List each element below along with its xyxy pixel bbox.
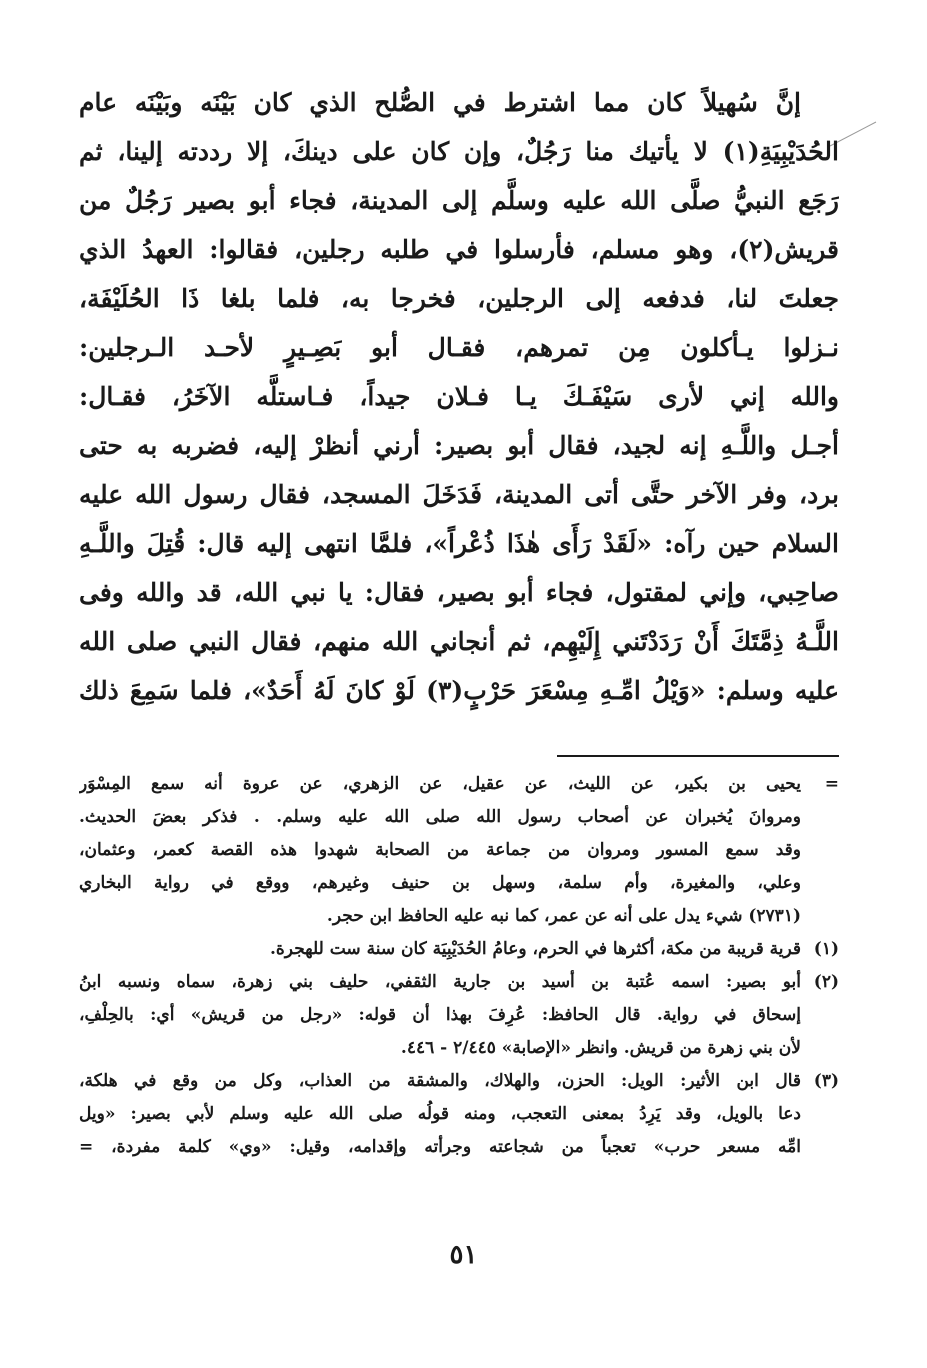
main-text-line: السلام حين رآه: «لَقَدْ رَأَى هٰذَا ذُعْراً»، فلمَّا انتهى إليه قال: قُتِلَ واللَّـهِ — [79, 529, 839, 558]
footnote-line: قال ابن الأثير: الويل: الحزن، والهلاك، والمشقة من العذاب، وكل من وقع في هلكة، — [79, 1071, 801, 1091]
page-number: ٥١ — [449, 1240, 478, 1270]
footnote-marker: (٢) — [813, 972, 839, 992]
footnote-3 — [79, 1065, 839, 1164]
footnote-2 — [79, 966, 839, 1065]
footnote-line: يحيى بن بكير، عن الليث، عن عقيل، عن الزهري، عن عروة أنه سمع المِسْوَر — [79, 774, 801, 794]
main-text-line: أجـل واللَّـهِ إنه لجيد، فقال أبو بصير: أرني أنظرْ إليه، فضربه به حتى — [79, 431, 839, 460]
footnote-line: أبو بصير: اسمه عُتبة بن أسيد بن جارية الثقفي، حليف بني زهرة، سماه ونسبه ابنُ — [79, 972, 801, 992]
main-text-line: رَجَع النبيُّ صلَّى الله عليه وسلَّم إلى المدينة، فجاء أبو بصير رَجُلٌ من — [79, 186, 839, 215]
main-text-line: عليه وسلم: «وَيْلُ امِّـهِ مِسْعَرَ حَرْبٍ(٣) لَوْ كانَ لَهُ أَحَدٌ»، فلما سَمِعَ ذلك — [79, 676, 839, 705]
footnote-line: قرية قريبة من مكة، أكثرها في الحرم، وعامُ الحُدَيْبِيَة كان سنة ست للهجرة. — [269, 939, 801, 959]
footnote-marker: = — [824, 774, 839, 794]
footnote-line: امِّه مسعر حرب» تعجباً من شجاعته وجرأته وإقدامه، وقيل: «وي» كلمة مفردة، = — [79, 1137, 801, 1157]
footnote-1 — [79, 933, 839, 966]
main-text-body — [79, 78, 839, 715]
main-text-line: قريش(٢)، وهو مسلم، فأرسلوا في طلبه رجلين، فقالوا: العهدُ الذي — [79, 235, 839, 264]
footnotes-section — [79, 768, 839, 1164]
footnote-line: لأن بني زهرة من قريش. وانظر «الإصابة» ٢/٤٤٥ - ٤٤٦. — [400, 1038, 801, 1058]
footnote-marker: (١) — [813, 939, 839, 959]
footnote-continuation — [79, 768, 839, 933]
footnote-line: إسحاق في رواية. قال الحافظ: عُرِفَ بهذا أن قوله: «رجل من قريش» أي: بالحِلْفِ، — [79, 1005, 801, 1025]
main-text-line: نـزلوا يـأكلون مِن تمرهم، فقـال أبو بَصِـيرٍ لأحـد الـرجلين: — [79, 333, 839, 362]
footnote-line: وقد سمع المسور ومروان من جماعة من الصحابة شهدوا هذه القصة كعمر، وعثمان، — [79, 840, 801, 860]
main-text-line: الحُدَيْبِيَةِ(١) لا يأتيك منا رَجُلٌ، وإن كان على دينكَ، إلا رددته إلينا، ثم — [79, 137, 839, 166]
footnote-line: (٢٧٣١) شيء يدل على أنه عن عمر، كما نبه عليه الحافظ ابن حجر. — [326, 906, 801, 926]
footnote-separator — [557, 755, 839, 757]
main-text-line: جعلتَ لنا، فدفعه إلى الرجلين، فخرجا به، فلما بلغا ذَا الحُلَيْفَة، — [79, 284, 839, 313]
footnote-line: وعلي، والمغيرة، وأم سلمة، وسهل بن حنيف وغيرهم، ووقع في رواية البخاري — [79, 873, 801, 893]
footnote-line: دعا بالويل، وقد يَرِدُ بمعنى التعجب، ومنه قولُه صلى الله عليه وسلم لأبي بصير: «ويل — [79, 1104, 801, 1124]
main-text-line: إنَّ سُهيلاً كان مما اشترط في الصُّلح الذي كان بَيْنَه وبَيْنَه عام — [79, 88, 801, 117]
main-text-line: والله إني لأرى سَيْفَـكَ يـا فـلان جيداً، فـاستلَّه الآخَرُ، فقـال: — [79, 382, 839, 411]
main-text-line: صاحِبي، وإني لمقتول، فجاء أبو بصير، فقال: يا نبي الله، قد والله وفى — [79, 578, 839, 607]
main-text-line: اللَّـهُ ذِمَّتَكَ أَنْ رَدَدْتَني إِلَيْهِم، ثم أنجاني الله منهم، فقال النبي صلى الله — [79, 627, 839, 656]
footnote-line: ومروانَ يُخبران عن أصحاب رسول الله صلى الله عليه وسلم. . فذكر بعضَ الحديث. — [79, 807, 801, 827]
footnote-marker: (٣) — [813, 1071, 839, 1091]
main-text-line: برد، وفر الآخر حتَّى أتى المدينة، فَدَخَلَ المسجد، فقال رسول الله عليه — [79, 480, 839, 509]
